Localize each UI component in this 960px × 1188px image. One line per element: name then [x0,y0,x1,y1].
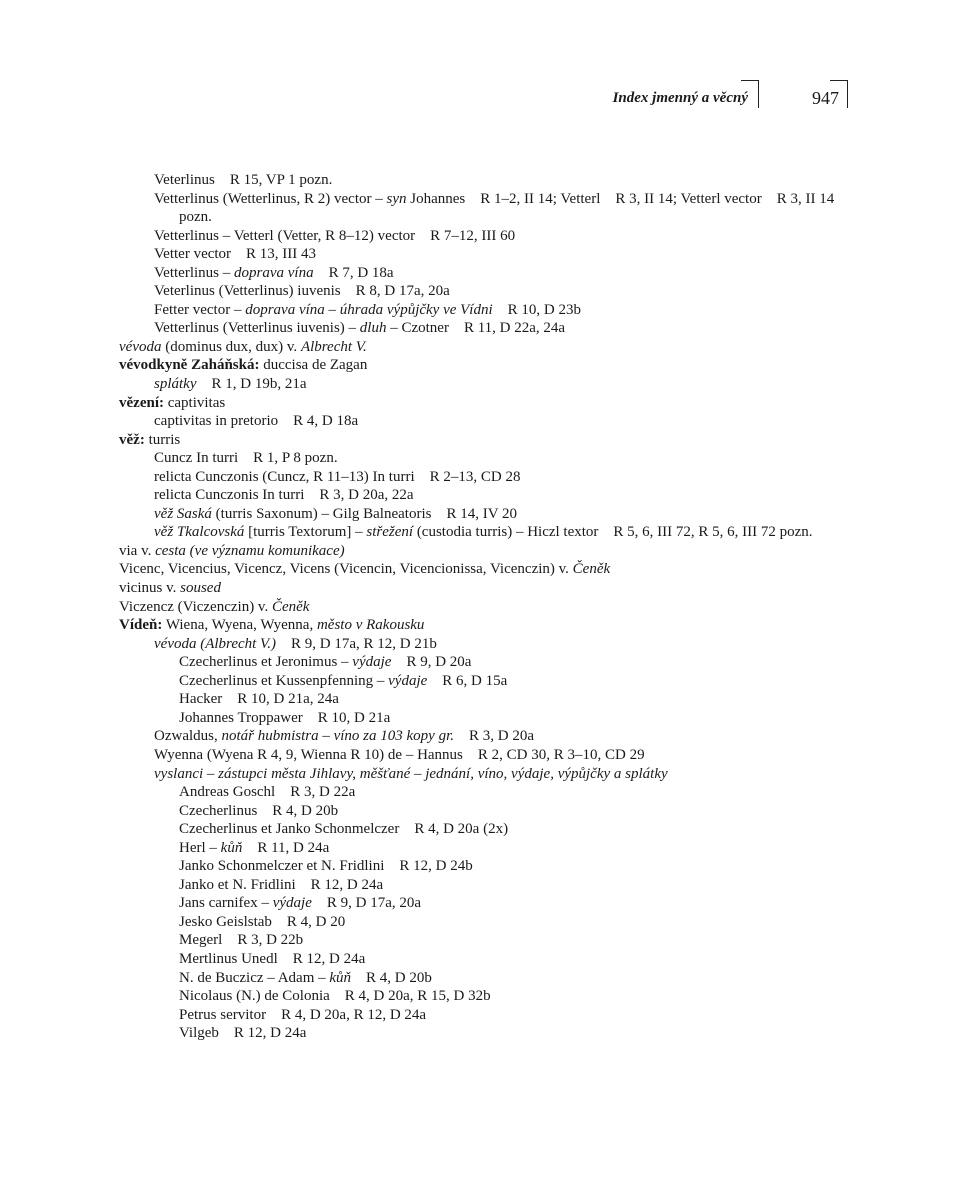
index-subentry [119,690,849,709]
italic-text: splátky [154,376,197,393]
index-entry [119,560,849,579]
index-subentry [119,969,849,988]
italic-text: vyslanci – zástupci města Jihlavy, měšťané – jednání, víno, výdaje, výpůjčky a splátky [154,765,668,782]
entry-text: Cuncz In turri R 1, P 8 pozn. [154,450,338,467]
index-subentry [119,783,849,802]
entry-text: Fetter vector – [154,301,246,318]
italic-text: kůň [220,839,243,856]
index-entry [119,598,849,617]
entry-text: Vetterlinus (Wetterlinus, R 2) vector – [154,190,387,207]
entry-text: Czecherlinus et Jeronimus – [179,654,353,671]
entry-text: Herl – [179,839,221,856]
index-entry [119,431,849,450]
italic-text: město v Rakousku [316,617,425,634]
italic-text: vévoda [119,338,162,355]
index-subentry [119,1024,849,1043]
entry-text: R 3, D 20a [454,728,534,745]
entry-text: Petrus servitor R 4, D 20a, R 12, D 24a [179,1006,427,1023]
italic-text: Čeněk [271,598,310,615]
entry-text: Jesko Geislstab R 4, D 20 [179,913,346,930]
entry-text: Wiena, Wyena, Wyenna, [162,617,317,634]
index-subentry [119,375,849,394]
entry-text: Czecherlinus et Janko Schonmelczer R 4, D 20a (2x) [179,821,509,838]
italic-text: výdaje [272,895,312,912]
entry-text: N. de Buczicz – Adam – [179,969,330,986]
italic-text: doprava vína – úhrada výpůjčky ve Vídni [245,301,493,318]
italic-text: doprava vína [234,264,314,281]
entry-headword: vězení: [119,394,164,411]
entry-text: Mertlinus Unedl R 12, D 24a [179,950,366,967]
entry-text: Ozwaldus, [154,728,222,745]
entry-text: (dominus dux, dux) v. [161,338,301,355]
entry-text: Veterlinus (Vetterlinus) iuvenis R 8, D 17a, 20a [154,283,450,300]
italic-text: dluh [359,320,387,337]
entry-headword: věž: [119,431,145,448]
italic-text: věž Saská [154,505,212,522]
index-subentry [119,412,849,431]
entry-text: R 9, D 20a [391,654,472,671]
italic-text: cesta (ve významu komunikace) [155,542,345,559]
index-subentry [119,709,849,728]
entry-text: R 9, D 17a, R 12, D 21b [276,635,437,652]
entry-text: (custodia turris) – Hiczl textor R 5, 6, III 72, R 5, 6, III 72 pozn. [413,524,813,541]
entry-text: Megerl R 3, D 22b [179,932,304,949]
entry-text: vicinus v. [119,580,181,597]
entry-text: Hacker R 10, D 21a, 24a [179,691,339,708]
entry-text: captivitas in pretorio R 4, D 18a [154,413,359,430]
running-header [0,80,960,112]
index-subentry [119,171,849,190]
entry-text: Viczencz (Viczenczin) v. [119,598,272,615]
index-subentry [119,987,849,1006]
entry-text: Veterlinus R 15, VP 1 pozn. [154,172,333,188]
index-subentry [119,727,849,746]
entry-text: Vetter vector R 13, III 43 [154,246,317,263]
italic-text: střežení [366,524,414,541]
corner-mark-page [830,80,848,108]
entry-text: Vetterlinus – Vetterl (Vetter, R 8–12) vector R 7–12, III 60 [154,227,516,244]
index-entry [119,394,849,413]
page-number: 947 [812,88,839,108]
index-subentry [119,449,849,468]
index-subentry [119,765,849,784]
corner-mark-title [741,80,759,108]
index-subentry [119,672,849,691]
entry-text: R 6, D 15a [427,672,508,689]
entry-text: Andreas Goschl R 3, D 22a [179,784,356,801]
index-subentry [119,913,849,932]
index-subentry [119,931,849,950]
index-subentry [119,894,849,913]
index-subentry [119,802,849,821]
entry-text: Nicolaus (N.) de Colonia R 4, D 20a, R 15, D 32b [179,988,491,1005]
entry-text: (turris Saxonum) – Gilg Balneatoris R 14, IV 20 [211,505,518,522]
index-subentry [119,486,849,505]
entry-text: relicta Cunczonis (Cuncz, R 11–13) In turri R 2–13, CD 28 [154,468,521,485]
entry-text: R 7, D 18a [313,264,394,281]
index-entry [119,579,849,598]
italic-text: soused [180,580,221,597]
index-subentry [119,523,849,542]
entry-text: duccisa de Zagan [259,357,368,374]
entry-text: captivitas [163,394,226,411]
entry-text: R 11, D 24a [242,839,330,856]
entry-text: Vetterlinus (Vetterlinus iuvenis) – [154,320,360,337]
entry-text: Vetterlinus – [154,264,234,281]
italic-text: věž Tkalcovská [154,524,245,541]
entry-text: Janko Schonmelczer et N. Fridlini R 12, D 24b [179,858,473,875]
index-subentry [119,190,849,227]
entry-text: Wyenna (Wyena R 4, 9, Wienna R 10) de – Hannus R 2, CD 30, R 3–10, CD 29 [154,746,645,763]
entry-headword: vévodkyně Zaháňská: [119,357,260,374]
index-entry [119,616,849,635]
entry-text: R 1, D 19b, 21a [196,376,307,393]
index-subentry [119,746,849,765]
entry-text: – Czotner R 11, D 22a, 24a [386,320,566,337]
italic-text: Albrecht V. [300,338,367,355]
index-entry [119,338,849,357]
entry-text: R 10, D 23b [492,301,581,318]
italic-text: výdaje [388,672,428,689]
entry-text: Jans carnifex – [179,895,273,912]
italic-text: notář hubmistra – víno za 103 kopy gr. [221,728,454,745]
index-subentry [119,839,849,858]
italic-text: kůň [329,969,352,986]
index-subentry [119,653,849,672]
entry-text: via v. [119,542,156,559]
index-subentry [119,468,849,487]
index-entry [119,542,849,561]
entry-text: turris [144,431,181,448]
italic-text: výdaje [352,654,392,671]
index-subentry [119,264,849,283]
entry-text: R 9, D 17a, 20a [311,895,422,912]
index-entry [119,356,849,375]
entry-text: R 4, D 20b [351,969,432,986]
italic-text: Čeněk [572,561,611,578]
entry-text: Vicenc, Vicencius, Vicencz, Vicens (Vicencin, Vicencionissa, Vicenczin) v. [119,561,573,578]
index-subentry [119,876,849,895]
running-title: Index jmenný a věcný [612,90,748,106]
index-subentry [119,635,849,654]
index-entries [119,171,849,1043]
index-subentry [119,820,849,839]
entry-text: Johannes Troppawer R 10, D 21a [179,709,391,726]
entry-text: [turris Textorum] – [244,524,367,541]
italic-text: syn [386,190,407,207]
entry-text: Johannes R 1–2, II 14; Vetterl R 3, II 14; Vetterl vector R 3, II 14 pozn. [179,190,835,226]
entry-text: relicta Cunczonis In turri R 3, D 20a, 22a [154,487,414,504]
index-subentry [119,245,849,264]
index-subentry [119,227,849,246]
entry-text: Czecherlinus et Kussenpfenning – [179,672,389,689]
index-subentry [119,282,849,301]
entry-headword: Vídeň: [119,617,163,634]
index-subentry [119,1006,849,1025]
index-subentry [119,505,849,524]
index-subentry [119,319,849,338]
index-subentry [119,950,849,969]
entry-text: Janko et N. Fridlini R 12, D 24a [179,876,384,893]
index-subentry [119,857,849,876]
italic-text: vévoda (Albrecht V.) [154,635,277,652]
entry-text: Czecherlinus R 4, D 20b [179,802,339,819]
index-subentry [119,301,849,320]
entry-text: Vilgeb R 12, D 24a [179,1025,307,1042]
